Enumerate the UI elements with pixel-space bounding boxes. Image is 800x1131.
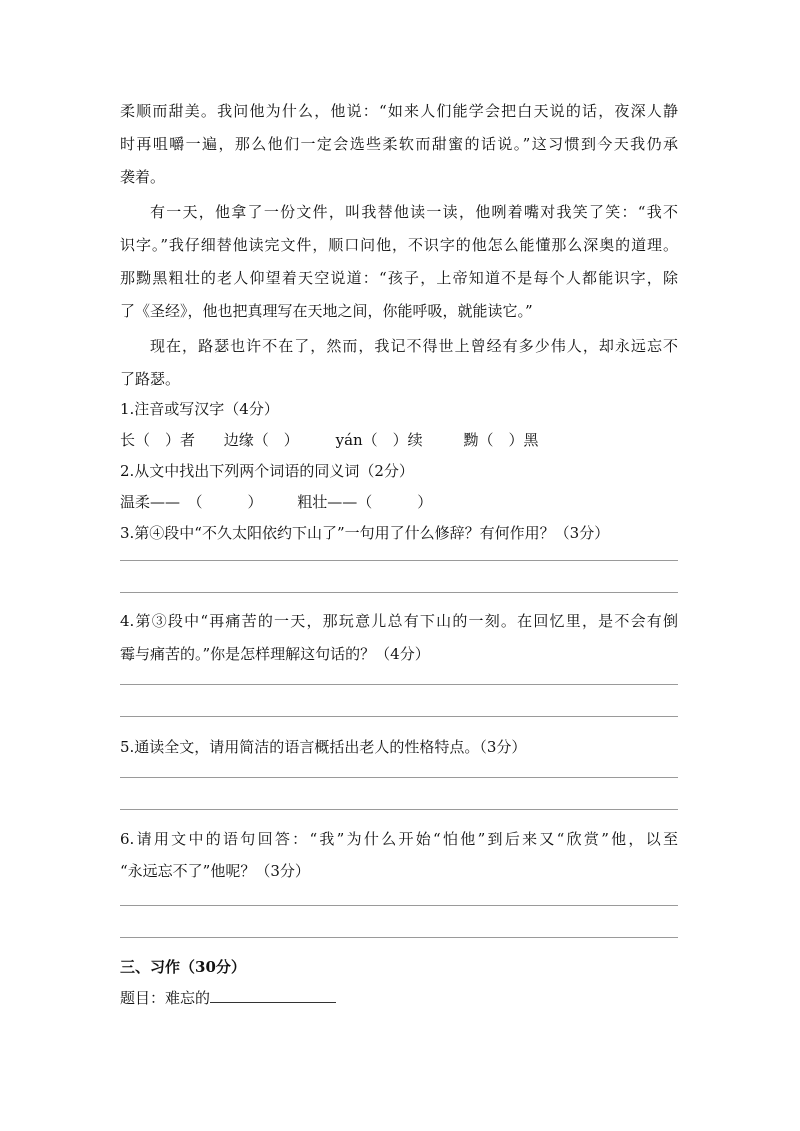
answer-line[interactable] (120, 560, 678, 561)
answer-line[interactable] (120, 684, 678, 685)
paragraph-line: 有一天，他拿了一份文件，叫我替他读一读，他咧着嘴对我笑了笑：“我不 (150, 203, 678, 221)
q1-item: 黝（ ）黑 (463, 431, 539, 449)
paragraph-line: 袭着。 (120, 168, 166, 186)
question-3-title: 3.第④段中“不久太阳依约下山了”一句用了什么修辞？有何作用？（3分） (120, 524, 610, 542)
question-4-line: 霉与痛苦的。”你是怎样理解这句话的？（4分） (120, 645, 430, 663)
section-3-heading: 三、习作（30分） (120, 958, 246, 976)
paragraph-line: 识字。”我仔细替他读完文件，顺口问他，不识字的他怎么能懂那么深奥的道理。 (120, 236, 678, 254)
paragraph-line: 了路瑟。 (120, 370, 181, 388)
q1-item: 边缘（ ） (223, 431, 299, 449)
answer-line[interactable] (120, 809, 678, 810)
answer-line[interactable] (120, 716, 678, 717)
answer-line[interactable] (120, 592, 678, 593)
question-2-title: 2.从文中找出下列两个词语的同义词（2分） (120, 462, 414, 480)
composition-prompt (120, 988, 336, 1007)
composition-prompt-label: 题目：难忘的 (120, 989, 211, 1007)
question-1-items (120, 431, 538, 449)
question-1-title: 1.注音或写汉字（4分） (120, 400, 279, 418)
question-4-line: 4.第③段中“再痛苦的一天，那玩意儿总有下山的一刻。在回忆里，是不会有倒 (120, 612, 678, 630)
answer-line[interactable] (120, 937, 678, 938)
answer-line[interactable] (120, 905, 678, 906)
question-6-line: 6.请用文中的语句回答：“我”为什么开始“怕他”到后来又“欣赏”他，以至 (120, 830, 678, 848)
question-2-items (120, 493, 432, 511)
q2-item: 温柔—— （ ） (120, 493, 263, 511)
question-5-title: 5.通读全文，请用简洁的语言概括出老人的性格特点。（3分） (120, 738, 527, 756)
answer-line[interactable] (120, 777, 678, 778)
paragraph-line: 那黝黑粗壮的老人仰望着天空说道：“孩子，上帝知道不是每个人都能识字，除 (120, 269, 678, 287)
composition-title-blank[interactable] (210, 988, 336, 1003)
paragraph-line: 柔顺而甜美。我问他为什么，他说：“如来人们能学会把白天说的话，夜深人静 (120, 102, 678, 120)
q2-item: 粗壮——（ ） (297, 493, 433, 511)
q1-item: 长（ ）者 (120, 431, 196, 449)
paragraph-line: 时再咀嚼一遍，那么他们一定会选些柔软而甜蜜的话说。”这习惯到今天我仍承 (120, 135, 678, 153)
paragraph-line: 现在，路瑟也许不在了，然而，我记不得世上曾经有多少伟人，却永远忘不 (150, 337, 678, 355)
q1-item: yán（ ）续 (335, 431, 423, 449)
paragraph-line: 了《圣经》，他也把真理写在天地之间，你能呼吸，就能读它。” (120, 302, 533, 320)
question-6-line: “永远忘不了”他呢？（3分） (120, 862, 310, 880)
